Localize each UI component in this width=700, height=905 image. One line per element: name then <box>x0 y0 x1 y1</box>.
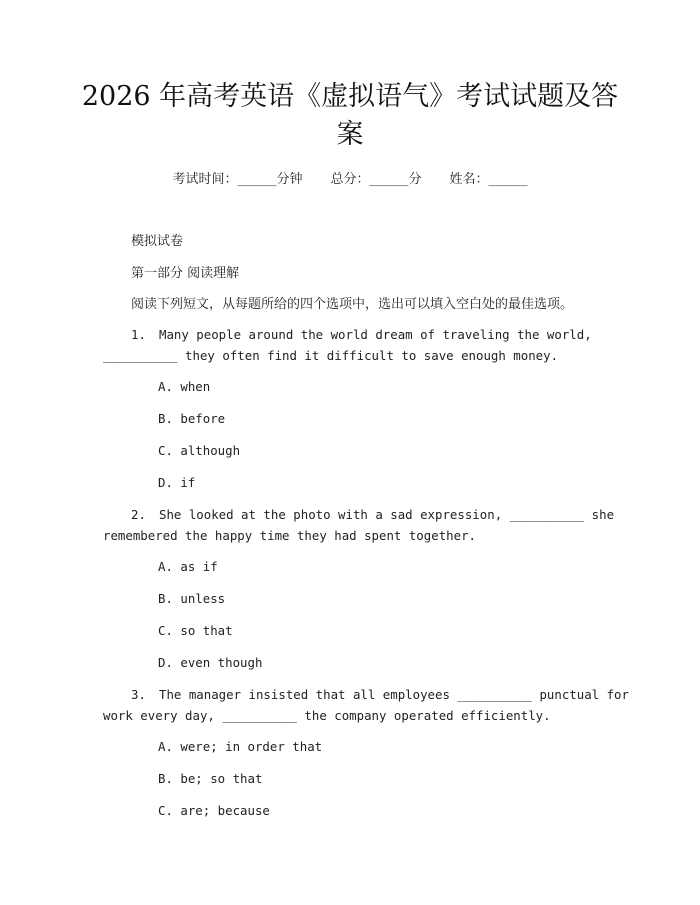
question-3-option-c: C. are; because <box>158 803 270 818</box>
question-3-option-a: A. were; in order that <box>158 739 323 754</box>
question-2-option-b: B. unless <box>158 591 226 606</box>
question-2-line-2: remembered the happy time they had spent together. <box>103 528 476 543</box>
question-1-option-a: A. when <box>158 379 211 394</box>
question-1-option-d: D. if <box>158 475 196 490</box>
exam-info-row <box>0 168 700 187</box>
question-1-line-1 <box>131 327 592 342</box>
question-1-text-1: Many people around the world dream of traveling the world, <box>159 327 592 342</box>
document-title <box>60 78 640 154</box>
question-2-option-c: C. so that <box>158 623 233 638</box>
question-1-option-c: C. although <box>158 443 241 458</box>
question-3-line-1 <box>131 687 629 702</box>
question-1-option-b: B. before <box>158 411 226 426</box>
question-3-line-2: work every day, __________ the company operated efficiently. <box>103 708 551 723</box>
student-name-field: 姓名：______ <box>449 172 528 187</box>
title-line-2: 案 <box>336 119 364 150</box>
total-score-field: 总分：______分 <box>330 172 422 187</box>
question-3-number: 3. <box>131 687 146 702</box>
part-heading: 第一部分 阅读理解 <box>131 266 240 281</box>
question-3-option-b: B. be; so that <box>158 771 263 786</box>
question-3-text-1: The manager insisted that all employees __________ punctual for <box>159 687 629 702</box>
question-2-text-1: She looked at the photo with a sad expression, __________ she <box>159 507 615 522</box>
question-2-option-a: A. as if <box>158 559 218 574</box>
question-2-line-1 <box>131 507 614 522</box>
section-heading: 模拟试卷 <box>131 234 184 249</box>
exam-time-field: 考试时间：______分钟 <box>172 172 303 187</box>
question-1-number: 1. <box>131 327 146 342</box>
instruction-text: 阅读下列短文，从每题所给的四个选项中，选出可以填入空白处的最佳选项。 <box>131 297 574 312</box>
question-1-line-2: __________ they often find it difficult to save enough money. <box>103 348 559 363</box>
question-2-number: 2. <box>131 507 146 522</box>
question-2-option-d: D. even though <box>158 655 263 670</box>
title-line-1: 2026 年高考英语《虚拟语气》考试试题及答 <box>81 81 619 112</box>
